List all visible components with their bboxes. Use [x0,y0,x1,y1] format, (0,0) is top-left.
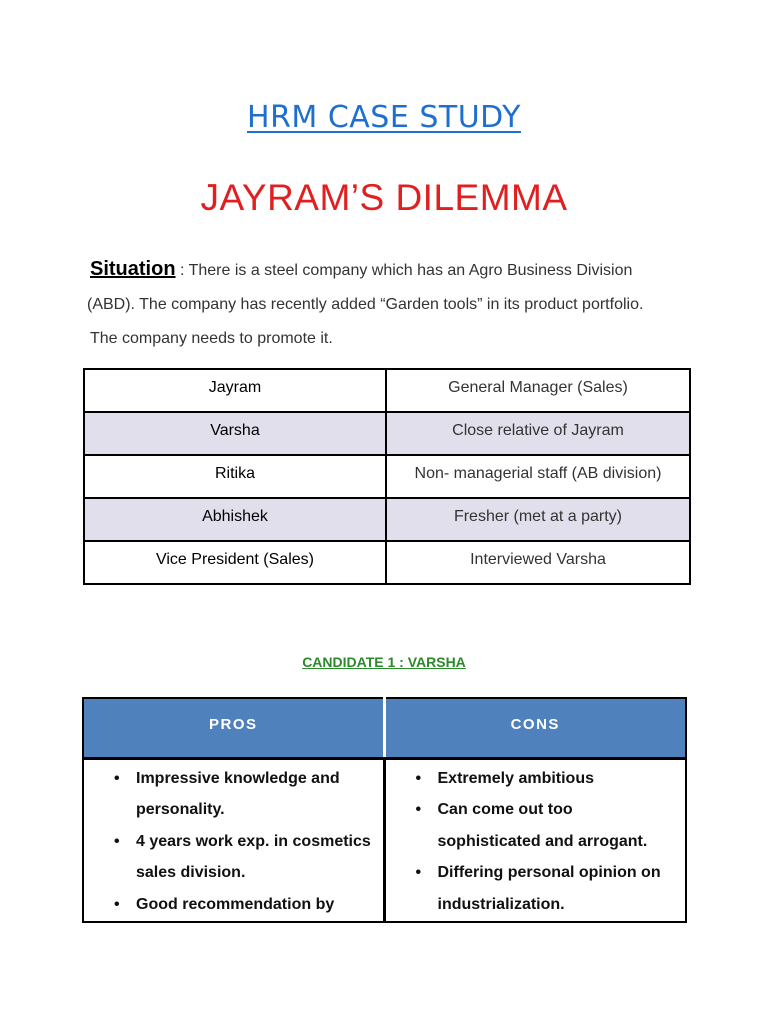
person-name: Vice President (Sales) [84,541,386,584]
table-row [84,541,690,584]
bullet-icon: • [415,864,422,881]
person-role: Fresher (met at a party) [386,498,690,541]
person-name: Abhishek [84,498,386,541]
cons-list [386,763,678,921]
pros-list [84,763,375,921]
cons-header: CONS [384,698,686,758]
pros-item-text: Impressive knowledge and personality. [136,769,340,818]
pros-cons-header-row [83,698,686,758]
person-name: Jayram [84,369,386,412]
person-name: Ritika [84,455,386,498]
cons-item-text: Extremely ambitious [437,769,594,787]
person-role: Close relative of Jayram [386,412,690,455]
pros-item-text: 4 years work exp. in cosmetics sales division. [136,832,371,881]
candidate-heading: CANDIDATE 1 : VARSHA [302,654,466,670]
people-table [83,368,691,585]
pros-cell [83,758,384,922]
situation-line-2: (ABD). The company has recently added “Garden tools” in its product portfolio. [87,296,644,313]
person-role: Interviewed Varsha [386,541,690,584]
bullet-icon: • [415,769,422,787]
pros-item-text: Good recommendation by [136,895,335,913]
pros-header: PROS [83,698,384,758]
list-item [114,826,375,889]
cons-item-text: Differing personal opinion on industrialization. [437,864,661,913]
list-item [415,857,678,920]
bullet-icon: • [114,895,120,913]
person-role: General Manager (Sales) [386,369,690,412]
bullet-icon: • [114,769,120,787]
situation-text-1: : There is a steel company which has an Agro Business Division [175,262,633,279]
list-item [415,794,678,857]
situation-label: Situation [90,258,176,280]
cons-item-text: Can come out too sophisticated and arrogant. [437,801,648,850]
case-study-title: HRM CASE STUDY [247,100,521,135]
table-row [84,455,690,498]
bullet-icon: • [114,832,120,850]
list-item [114,763,375,826]
list-item [415,763,678,795]
table-row [84,412,690,455]
table-row [84,498,690,541]
list-item [114,889,375,921]
cons-cell [384,758,686,922]
situation-line-1 [90,252,710,288]
table-row [84,369,690,412]
situation-paragraph [87,252,710,356]
pros-cons-table [82,697,687,923]
pros-cons-body-row [83,758,686,922]
bullet-icon: • [415,801,422,818]
person-name: Varsha [84,412,386,455]
dilemma-title: JAYRAM’S DILEMMA [200,177,568,218]
person-role: Non- managerial staff (AB division) [386,455,690,498]
situation-line-3: The company needs to promote it. [90,330,333,347]
